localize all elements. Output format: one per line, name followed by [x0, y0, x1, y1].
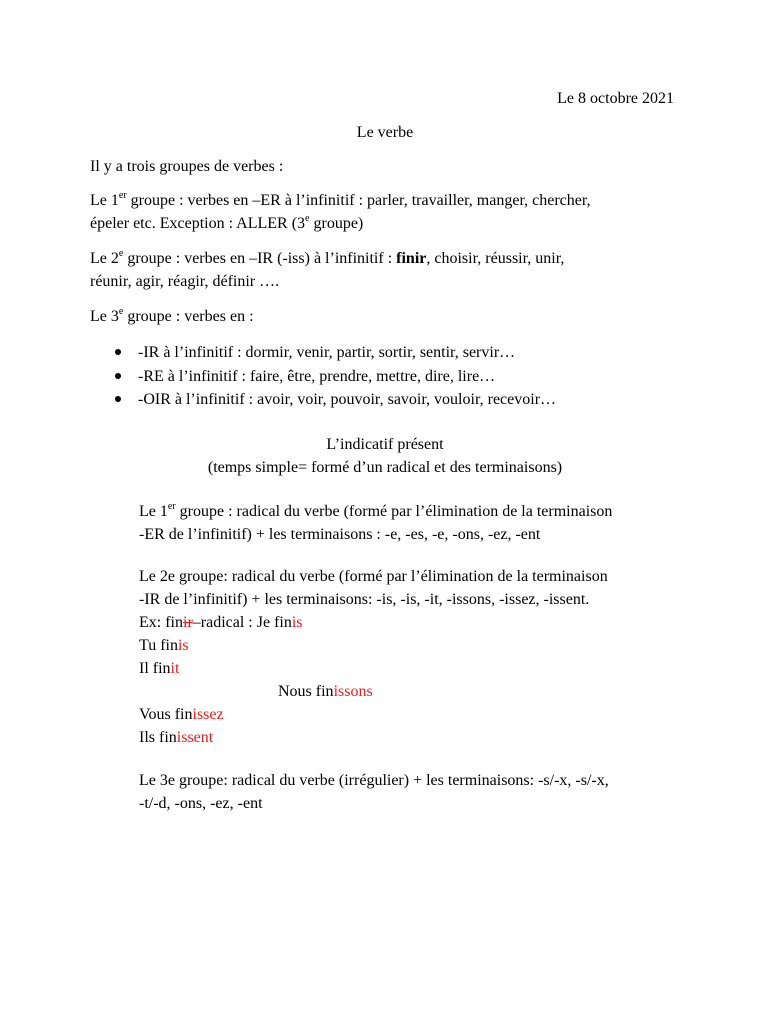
bullet-text: -RE à l’infinitif : faire, être, prendre, mettre, dire, lire… — [138, 367, 496, 385]
group1-line2a: épeler etc. Exception : ALLER (3 — [90, 215, 306, 232]
third-group-rule — [139, 769, 684, 815]
group1-line1: groupe : verbes en –ER à l’infinitif : parler, travailler, manger, chercher, — [126, 192, 591, 209]
conj-ending-nous: issons — [333, 683, 373, 700]
bullet-text: -OIR à l’infinitif : avoir, voir, pouvoir, savoir, vouloir, recevoir… — [138, 391, 557, 408]
intro-text: Il y a trois groupes de verbes : — [90, 158, 284, 175]
group3-paragraph — [90, 305, 680, 328]
example-radical: –radical : Je fin — [192, 614, 292, 631]
group3-prefix: Le 3 — [90, 308, 119, 325]
p3-line2: -t/-d, -ons, -ez, -ent — [139, 795, 263, 812]
conj-stem-ils: Ils fin — [139, 729, 177, 746]
group2-sup: e — [118, 247, 124, 259]
group1-line2-sup: e — [305, 212, 310, 224]
group1-sup: er — [118, 189, 127, 201]
p1-line1: groupe : radical du verbe (formé par l’élimination de la terminaison — [175, 503, 613, 520]
conj-ending-vous: issez — [192, 706, 224, 723]
section-title: L’indicatif présent — [326, 436, 444, 453]
example-label: Ex: fin — [139, 614, 183, 631]
group2-line2: réunir, agir, réagir, définir …. — [90, 273, 280, 290]
group2-line1b: , choisir, réussir, unir, — [426, 250, 565, 267]
bullet-item — [90, 365, 680, 389]
group1-prefix: Le 1 — [90, 192, 119, 209]
bullet-dot-icon — [115, 349, 121, 355]
group2-line1a: groupe : verbes en –IR (-iss) à l’infinitif : — [123, 250, 397, 267]
group2-prefix: Le 2 — [90, 250, 119, 267]
document-date: Le 8 octobre 2021 — [557, 90, 674, 107]
p3-line1: Le 3e groupe: radical du verbe (irrégulier) + les terminaisons: -s/-x, -s/-x, — [139, 772, 609, 789]
p1-prefix: Le 1 — [139, 503, 168, 520]
section-subtitle: (temps simple= formé d’un radical et des terminaisons) — [207, 459, 563, 476]
group2-finir-bold: finir — [396, 250, 427, 267]
group3-bullet-list — [90, 341, 680, 412]
conj-stem-vous: Vous fin — [139, 706, 193, 723]
group2-paragraph — [90, 247, 680, 293]
second-group-rule — [139, 565, 684, 749]
first-group-rule — [139, 500, 684, 546]
group1-paragraph — [90, 189, 680, 235]
conj-ending-ils: issent — [176, 729, 214, 746]
conj-ending-il: it — [170, 660, 180, 677]
p1-sup: er — [167, 500, 176, 512]
bullet-dot-icon — [115, 373, 121, 379]
p2-line2: -IR de l’infinitif) + les terminaisons: -is, -is, -it, -issons, -issez, -issent. — [139, 591, 590, 608]
group3-rest: groupe : verbes en : — [123, 308, 254, 325]
bullet-item — [90, 388, 680, 412]
document-title: Le verbe — [356, 124, 414, 141]
conj-ending-tu: is — [177, 637, 189, 654]
p1-line2: -ER de l’infinitif) + les terminaisons : -e, -es, -e, -ons, -ez, -ent — [139, 526, 541, 543]
example-struck-ending: ir — [183, 614, 193, 631]
conj-stem-tu: Tu fin — [139, 637, 178, 654]
bullet-text: -IR à l’infinitif : dormir, venir, partir, sortir, sentir, servir… — [138, 344, 516, 361]
conj-stem-il: Il fin — [139, 660, 171, 677]
example-ending: is — [291, 614, 303, 631]
bullet-item — [90, 341, 680, 365]
bullet-dot-icon — [115, 396, 121, 402]
p2-line1: Le 2e groupe: radical du verbe (formé par l’élimination de la terminaison — [139, 568, 608, 585]
group3-sup: e — [118, 305, 124, 317]
conj-stem-nous: Nous fin — [278, 683, 334, 700]
group1-line2b: groupe) — [309, 215, 364, 232]
